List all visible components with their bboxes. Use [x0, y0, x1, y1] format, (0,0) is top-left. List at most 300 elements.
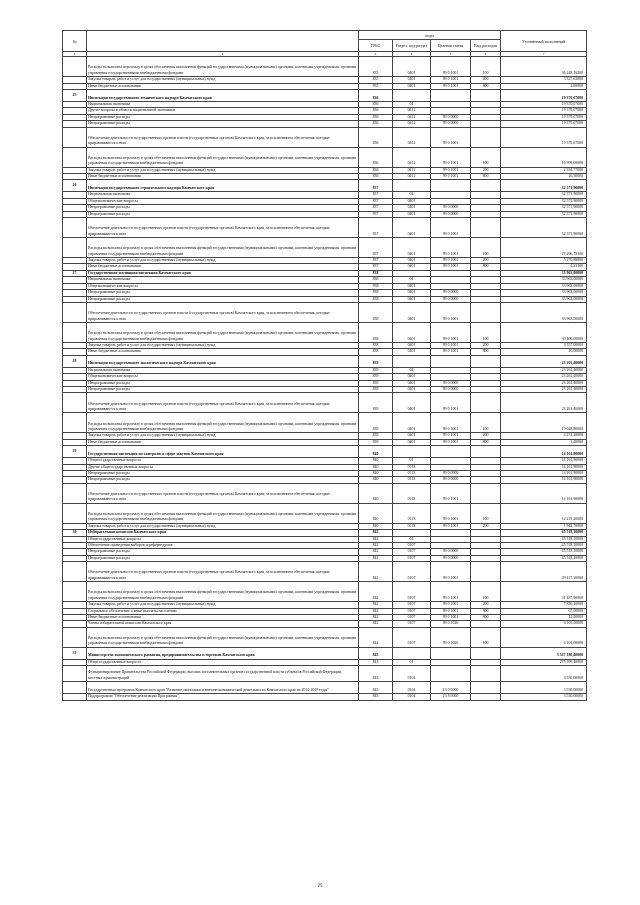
row-razdel: 0401 [393, 433, 431, 439]
row-razdel: 0104 [393, 694, 431, 700]
row-sum: 4,23100 [501, 264, 587, 270]
row-number [63, 147, 87, 167]
row-grbs: 835 [359, 77, 393, 83]
row-name: Другие вопросы в области национальной экономики [87, 108, 359, 114]
row-sum: 23 261,40000 [501, 393, 587, 413]
row-sum: 3 530,00000 [501, 694, 587, 700]
row-grbs: 843 [359, 666, 393, 682]
row-vid: 200 [471, 77, 501, 83]
row-razdel: 0107 [393, 543, 431, 549]
row-razdel: 04 [393, 367, 431, 373]
row-grbs: 842 [359, 582, 393, 602]
row-celevaya [431, 355, 471, 367]
row-sum: 14 161,90000 [501, 464, 587, 470]
row-razdel: 01 [393, 458, 431, 464]
row-name: Инспекция государственного строительного надзора Камчатского края [87, 180, 359, 192]
row-name: Обеспечение деятельности государственных органов власти (государственных органов) Камчатского края, за исключением обеспечения, которые приравниваются к ним [87, 393, 359, 413]
table-row [63, 582, 587, 602]
row-grbs: 835 [359, 83, 393, 89]
row-name: Подпрограмма "Обеспечение реализации Программы" [87, 694, 359, 700]
row-grbs: 842 [359, 627, 393, 647]
row-razdel: 0107 [393, 562, 431, 582]
row-sum: 2,00000 [501, 83, 587, 89]
row-name: Иные бюджетные ассигнования [87, 264, 359, 270]
row-sum: 33 963,00000 [501, 302, 587, 322]
row-name: Расходы на выплаты персоналу в целях обеспечения выполнения функций государственными (муниципальными) органами, казенными учреждениями, органами управления государственными внебюджетными фондами [87, 503, 359, 523]
row-name: Инспекция государственного экологического надзора Камчатского края [87, 355, 359, 367]
row-grbs: 840 [359, 483, 393, 503]
row-vid [471, 355, 501, 367]
row-sum: 6 101,00000 [501, 627, 587, 647]
row-razdel: 0113 [393, 470, 431, 476]
row-vid [471, 647, 501, 659]
row-celevaya: 99 0 0000 [431, 211, 471, 217]
row-razdel: 0401 [393, 264, 431, 270]
row-name: Члены избирательной комиссии Камчатского края [87, 621, 359, 627]
row-celevaya: 99 0 1001 [431, 147, 471, 167]
row-sum: 23 261,40000 [501, 386, 587, 392]
row-number [63, 302, 87, 322]
row-vid: 800 [471, 83, 501, 89]
row-sum: 16 999,00000 [501, 147, 587, 167]
row-razdel: 0401 [393, 283, 431, 289]
row-grbs: 842 [359, 549, 393, 555]
row-razdel: 0412 [393, 121, 431, 127]
row-razdel: 0401 [393, 342, 431, 348]
table-row [63, 627, 587, 647]
row-vid [471, 483, 501, 503]
row-razdel: 0107 [393, 555, 431, 561]
row-razdel: 0412 [393, 108, 431, 114]
row-celevaya: 99 0 1001 [431, 393, 471, 413]
row-razdel: 0401 [393, 302, 431, 322]
row-grbs: 837 [359, 264, 393, 270]
row-razdel: 0107 [393, 608, 431, 614]
header-razdel: Раздел, под-раздел [393, 40, 431, 52]
row-razdel: 0401 [393, 290, 431, 296]
table-row [63, 302, 587, 322]
row-razdel: 0401 [393, 386, 431, 392]
row-name: Общегосударственные вопросы [87, 458, 359, 464]
row-vid: 100 [471, 582, 501, 602]
row-grbs: 837 [359, 211, 393, 217]
row-grbs: 837 [359, 198, 393, 204]
row-name: Закупка товаров, работ и услуг для государственных (муниципальных) нужд [87, 77, 359, 83]
row-celevaya [431, 446, 471, 458]
row-celevaya: 99 0 0000 [431, 470, 471, 476]
row-name: Обеспечение деятельности государственных органов власти (государственных органов) Камчатского края, за исключением обеспечения, которые приравниваются к ним [87, 483, 359, 503]
row-celevaya: 99 0 1001 [431, 238, 471, 258]
table-row [63, 238, 587, 258]
row-celevaya: 99 0 1001 [431, 523, 471, 529]
row-sum: 10,00000 [501, 349, 587, 355]
row-sum: 3 327,63800 [501, 77, 587, 83]
row-name: Расходы на выплаты персоналу в целях обеспечения выполнения функций государственными (муниципальными) органами, казенными учреждениями, органами управления государственными внебюджетными фондами [87, 57, 359, 77]
row-celevaya: 99 0 1001 [431, 615, 471, 621]
table-body [63, 57, 587, 700]
index-cell: 7 [501, 52, 587, 57]
row-vid [471, 666, 501, 682]
row-sum: 19 370,07000 [501, 121, 587, 127]
row-sum: 4 231,20000 [501, 433, 587, 439]
row-razdel: 0401 [393, 238, 431, 258]
row-sum: 2 354,77000 [501, 167, 587, 173]
row-vid [471, 682, 501, 694]
row-sum: 30 406,00000 [501, 322, 587, 342]
row-name: Закупка товаров, работ и услуг для государственных (муниципальных) нужд [87, 258, 359, 264]
row-grbs: 837 [359, 258, 393, 264]
row-name: Обеспечение деятельности государственных органов власти (государственных органов) Камчатского края, за исключением обеспечения, которые приравниваются к ним [87, 562, 359, 582]
table-row [63, 90, 587, 102]
row-razdel: 0401 [393, 77, 431, 83]
row-grbs: 839 [359, 413, 393, 433]
row-grbs: 843 [359, 694, 393, 700]
row-razdel: 0401 [393, 258, 431, 264]
row-razdel: 0107 [393, 621, 431, 627]
row-celevaya: 13 0 0000 [431, 682, 471, 694]
row-name: Расходы на выплаты персоналу в целях обеспечения выполнения функций государственными (муниципальными) органами, казенными учреждениями, органами управления государственными внебюджетными фондами [87, 238, 359, 258]
row-name: Национальная экономика [87, 192, 359, 198]
row-sum: 19 370,07000 [501, 108, 587, 114]
row-vid: 800 [471, 349, 501, 355]
row-name: Национальная экономика [87, 277, 359, 283]
row-grbs: 838 [359, 283, 393, 289]
table-row [63, 666, 587, 682]
table-row [63, 682, 587, 694]
row-celevaya: 99 0 1001 [431, 83, 471, 89]
row-razdel: 0113 [393, 483, 431, 503]
row-celevaya: 99 0 1001 [431, 218, 471, 238]
row-grbs: 836 [359, 167, 393, 173]
row-sum: 19 370,07000 [501, 102, 587, 108]
row-vid: 800 [471, 264, 501, 270]
row-razdel: 0401 [393, 211, 431, 217]
row-grbs: 836 [359, 114, 393, 120]
row-name: Непрограммные расходы [87, 555, 359, 561]
row-grbs: 839 [359, 380, 393, 386]
row-vid: 100 [471, 503, 501, 523]
row-celevaya [431, 180, 471, 192]
row-number: 28 [63, 355, 87, 367]
row-number: 25 [63, 90, 87, 102]
page-number: 25 [317, 884, 323, 889]
row-sum: 14 161,90000 [501, 458, 587, 464]
row-number [63, 666, 87, 682]
row-vid: 100 [471, 627, 501, 647]
row-celevaya: 99 0 1001 [431, 349, 471, 355]
row-sum: 19 370,07000 [501, 127, 587, 147]
row-vid: 200 [471, 167, 501, 173]
row-razdel: 0401 [393, 296, 431, 302]
table-row [63, 218, 587, 238]
row-number [63, 503, 87, 523]
header-celevaya: Целевая статья [431, 40, 471, 52]
row-grbs: 840 [359, 503, 393, 523]
row-sum: 1,40000 [501, 439, 587, 445]
row-number: 27 [63, 270, 87, 276]
table-row [63, 503, 587, 523]
row-razdel: 0107 [393, 582, 431, 602]
row-sum: 32 571,90000 [501, 180, 587, 192]
row-name: Государственная программа Камчатского края "Развитие экономики и внешнеэкономической деятельности Камчатского края на 2014-2018 годы" [87, 682, 359, 694]
row-name: Закупка товаров, работ и услуг для государственных (муниципальных) нужд [87, 433, 359, 439]
row-razdel: 0107 [393, 602, 431, 608]
row-grbs: 836 [359, 174, 393, 180]
row-vid: 100 [471, 238, 501, 258]
row-celevaya: 99 0 1001 [431, 433, 471, 439]
row-vid: 100 [471, 147, 501, 167]
row-name: Непрограммные расходы [87, 549, 359, 555]
row-razdel: 0113 [393, 464, 431, 470]
row-sum: 32 571,90000 [501, 198, 587, 204]
row-grbs: 837 [359, 218, 393, 238]
row-celevaya: 99 0 0000 [431, 205, 471, 211]
row-celevaya: 99 0 1001 [431, 302, 471, 322]
row-sum: 32 571,90000 [501, 211, 587, 217]
row-razdel: 0107 [393, 549, 431, 555]
row-vid [471, 393, 501, 413]
row-sum: 275 599,40000 [501, 659, 587, 665]
row-sum: 36 248,16200 [501, 57, 587, 77]
row-grbs: 842 [359, 602, 393, 608]
row-name: Обеспечение деятельности государственных органов власти (государственных органов) Камчатского края, за исключением обеспечения, которые приравниваются к ним [87, 302, 359, 322]
row-vid [471, 180, 501, 192]
row-razdel: 0412 [393, 147, 431, 167]
row-grbs: 838 [359, 349, 393, 355]
row-sum: 32 571,90000 [501, 192, 587, 198]
row-vid [471, 127, 501, 147]
row-vid: 200 [471, 602, 501, 608]
row-grbs: 836 [359, 108, 393, 114]
row-vid [471, 446, 501, 458]
row-sum: 7 850,10000 [501, 602, 587, 608]
row-grbs: 842 [359, 543, 393, 549]
row-celevaya: 99 0 1001 [431, 602, 471, 608]
row-sum: 23 261,40000 [501, 367, 587, 373]
row-razdel: 01 [393, 659, 431, 665]
row-number: 26 [63, 180, 87, 192]
row-grbs: 836 [359, 121, 393, 127]
row-grbs: 839 [359, 367, 393, 373]
index-cell: 4 [393, 52, 431, 57]
row-razdel: 0401 [393, 205, 431, 211]
row-celevaya: 99 0 1001 [431, 483, 471, 503]
row-sum: 45 518,10000 [501, 549, 587, 555]
row-celevaya: 99 0 1001 [431, 413, 471, 433]
row-grbs: 842 [359, 530, 393, 536]
row-vid [471, 694, 501, 700]
row-name: Национальная экономика [87, 367, 359, 373]
table-row [63, 647, 587, 659]
row-vid: 800 [471, 615, 501, 621]
row-sum: 45 518,10000 [501, 530, 587, 536]
budget-table [62, 30, 587, 701]
index-cell: 2 [87, 52, 359, 57]
row-vid: 100 [471, 322, 501, 342]
row-grbs: 839 [359, 386, 393, 392]
row-sum: 3 530,00000 [501, 682, 587, 694]
row-sum: 19 370,07000 [501, 114, 587, 120]
row-vid: 300 [471, 608, 501, 614]
row-name: Закупка товаров, работ и услуг для государственных (муниципальных) нужд [87, 523, 359, 529]
row-sum: 67,00000 [501, 608, 587, 614]
row-name: Иные бюджетные ассигнования [87, 349, 359, 355]
row-vid [471, 218, 501, 238]
row-celevaya: 99 0 1001 [431, 258, 471, 264]
row-celevaya: 99 0 1001 [431, 167, 471, 173]
row-number: 29 [63, 446, 87, 458]
row-grbs: 839 [359, 433, 393, 439]
row-name: Иные бюджетные ассигнования [87, 83, 359, 89]
row-grbs: 839 [359, 355, 393, 367]
row-sum: 19 370,07000 [501, 90, 587, 102]
row-grbs: 839 [359, 439, 393, 445]
row-razdel [393, 355, 431, 367]
row-number [63, 483, 87, 503]
row-razdel [393, 446, 431, 458]
row-grbs: 838 [359, 290, 393, 296]
row-razdel: 0412 [393, 167, 431, 173]
row-celevaya: 99 0 0000 [431, 114, 471, 120]
row-celevaya: 99 0 1026 [431, 621, 471, 627]
row-vid: 100 [471, 57, 501, 77]
row-grbs: 842 [359, 536, 393, 542]
row-vid [471, 90, 501, 102]
row-grbs: 840 [359, 470, 393, 476]
row-sum: 14 161,90000 [501, 483, 587, 503]
row-razdel [393, 180, 431, 192]
row-grbs: 837 [359, 192, 393, 198]
table-row [63, 694, 587, 700]
row-name: Непрограммные расходы [87, 211, 359, 217]
row-name: Государственная жилищная инспекция Камчатского края [87, 270, 359, 276]
row-celevaya: 99 0 1001 [431, 264, 471, 270]
table-row [63, 147, 587, 167]
row-name: Непрограммные расходы [87, 296, 359, 302]
row-sum: 3 557,00000 [501, 342, 587, 348]
row-sum: 23 261,40000 [501, 380, 587, 386]
row-vid: 200 [471, 258, 501, 264]
row-celevaya: 99 0 1001 [431, 127, 471, 147]
row-celevaya: 99 0 1001 [431, 77, 471, 83]
header-num: № [63, 31, 87, 52]
row-sum: 33 963,00000 [501, 296, 587, 302]
row-celevaya: 99 0 1001 [431, 503, 471, 523]
row-vid: 800 [471, 439, 501, 445]
row-celevaya: 99 0 0000 [431, 386, 471, 392]
row-name: Расходы на выплаты персоналу в целях обеспечения выполнения функций государственными (муниципальными) органами, казенными учреждениями, органами управления государственными внебюджетными фондами [87, 147, 359, 167]
row-grbs: 838 [359, 270, 393, 276]
row-sum: 33 963,00000 [501, 283, 587, 289]
row-name: Иные бюджетные ассигнования [87, 439, 359, 445]
row-razdel: 0113 [393, 477, 431, 483]
row-grbs: 840 [359, 464, 393, 470]
row-name: Непрограммные расходы [87, 114, 359, 120]
row-vid: 200 [471, 433, 501, 439]
row-grbs: 836 [359, 90, 393, 102]
row-sum: 14 161,90000 [501, 446, 587, 458]
row-grbs: 843 [359, 659, 393, 665]
row-sum: 1 942,70000 [501, 523, 587, 529]
row-grbs: 837 [359, 205, 393, 211]
row-number [63, 413, 87, 433]
row-name: Инспекция государственного технического надзора Камчатского края [87, 90, 359, 102]
row-sum: 23 261,40000 [501, 355, 587, 367]
row-celevaya: 99 0 0000 [431, 477, 471, 483]
row-celevaya: 99 0 0000 [431, 380, 471, 386]
row-name: Избирательная комиссия Камчатского края [87, 530, 359, 536]
row-sum: 32 571,90000 [501, 205, 587, 211]
row-grbs: 842 [359, 555, 393, 561]
row-sum: 5 270,88800 [501, 258, 587, 264]
row-sum: 14 161,90000 [501, 477, 587, 483]
row-razdel: 0104 [393, 682, 431, 694]
row-razdel: 04 [393, 277, 431, 283]
row-razdel: 04 [393, 102, 431, 108]
row-celevaya: 13 8 0000 [431, 694, 471, 700]
row-razdel: 0107 [393, 615, 431, 621]
row-celevaya: 99 0 0000 [431, 549, 471, 555]
table-row [63, 562, 587, 582]
table-row [63, 355, 587, 367]
row-vid [471, 302, 501, 322]
header-vid: Вид расходов [471, 40, 501, 52]
row-celevaya [431, 647, 471, 659]
row-name: Национальная экономика [87, 102, 359, 108]
row-razdel: 0401 [393, 349, 431, 355]
row-grbs: 839 [359, 393, 393, 413]
row-sum: 23 261,40000 [501, 374, 587, 380]
row-celevaya: 99 0 1026 [431, 627, 471, 647]
row-name: Иные бюджетные ассигнования [87, 615, 359, 621]
row-number [63, 322, 87, 342]
header-codes: коды [359, 31, 501, 40]
row-grbs: 842 [359, 608, 393, 614]
table-row [63, 393, 587, 413]
row-grbs: 843 [359, 682, 393, 694]
row-razdel [393, 90, 431, 102]
row-razdel: 0401 [393, 393, 431, 413]
row-sum: 33 963,00000 [501, 290, 587, 296]
row-name: Министерство экономического развития, предпринимательства и торговли Камчатского края [87, 647, 359, 659]
row-razdel: 0401 [393, 374, 431, 380]
row-razdel: 01 [393, 536, 431, 542]
row-grbs: 843 [359, 647, 393, 659]
row-name: Расходы на выплаты персоналу в целях обеспечения выполнения функций государственными (муниципальными) органами, казенными учреждениями, органами управления государственными внебюджетными фондами [87, 322, 359, 342]
index-cell: 3 [359, 52, 393, 57]
row-sum: 45 518,10000 [501, 543, 587, 549]
row-celevaya: 99 0 1001 [431, 582, 471, 602]
row-sum: 32 571,90000 [501, 218, 587, 238]
row-grbs: 842 [359, 615, 393, 621]
row-name: Обеспечение деятельности государственных органов власти (государственных органов) Камчатского края, за исключением обеспечения, которые приравниваются к ним [87, 127, 359, 147]
row-name: Расходы на выплаты персоналу в целях обеспечения выполнения функций государственными (муниципальными) органами, казенными учреждениями, органами управления государственными внебюджетными фондами [87, 413, 359, 433]
row-grbs: 840 [359, 523, 393, 529]
row-name: Непрограммные расходы [87, 121, 359, 127]
row-name: Расходы на выплаты персоналу в целях обеспечения выполнения функций государственными (муниципальными) органами, казенными учреждениями, органами управления государственными внебюджетными фондами [87, 627, 359, 647]
row-razdel: 0412 [393, 127, 431, 147]
row-vid: 100 [471, 413, 501, 433]
row-grbs: 840 [359, 458, 393, 464]
row-number [63, 218, 87, 238]
row-name: Непрограммные расходы [87, 477, 359, 483]
row-name: Функционирование Правительства Российской Федерации, высших исполнительных органов государственной власти субъектов Российской Федерации, местных администраций [87, 666, 359, 682]
row-grbs: 842 [359, 562, 393, 582]
row-name: Закупка товаров, работ и услуг для государственных (муниципальных) нужд [87, 342, 359, 348]
row-sum: 45 518,10000 [501, 536, 587, 542]
row-celevaya: 99 0 1001 [431, 608, 471, 614]
budget-table-sheet [62, 30, 586, 701]
